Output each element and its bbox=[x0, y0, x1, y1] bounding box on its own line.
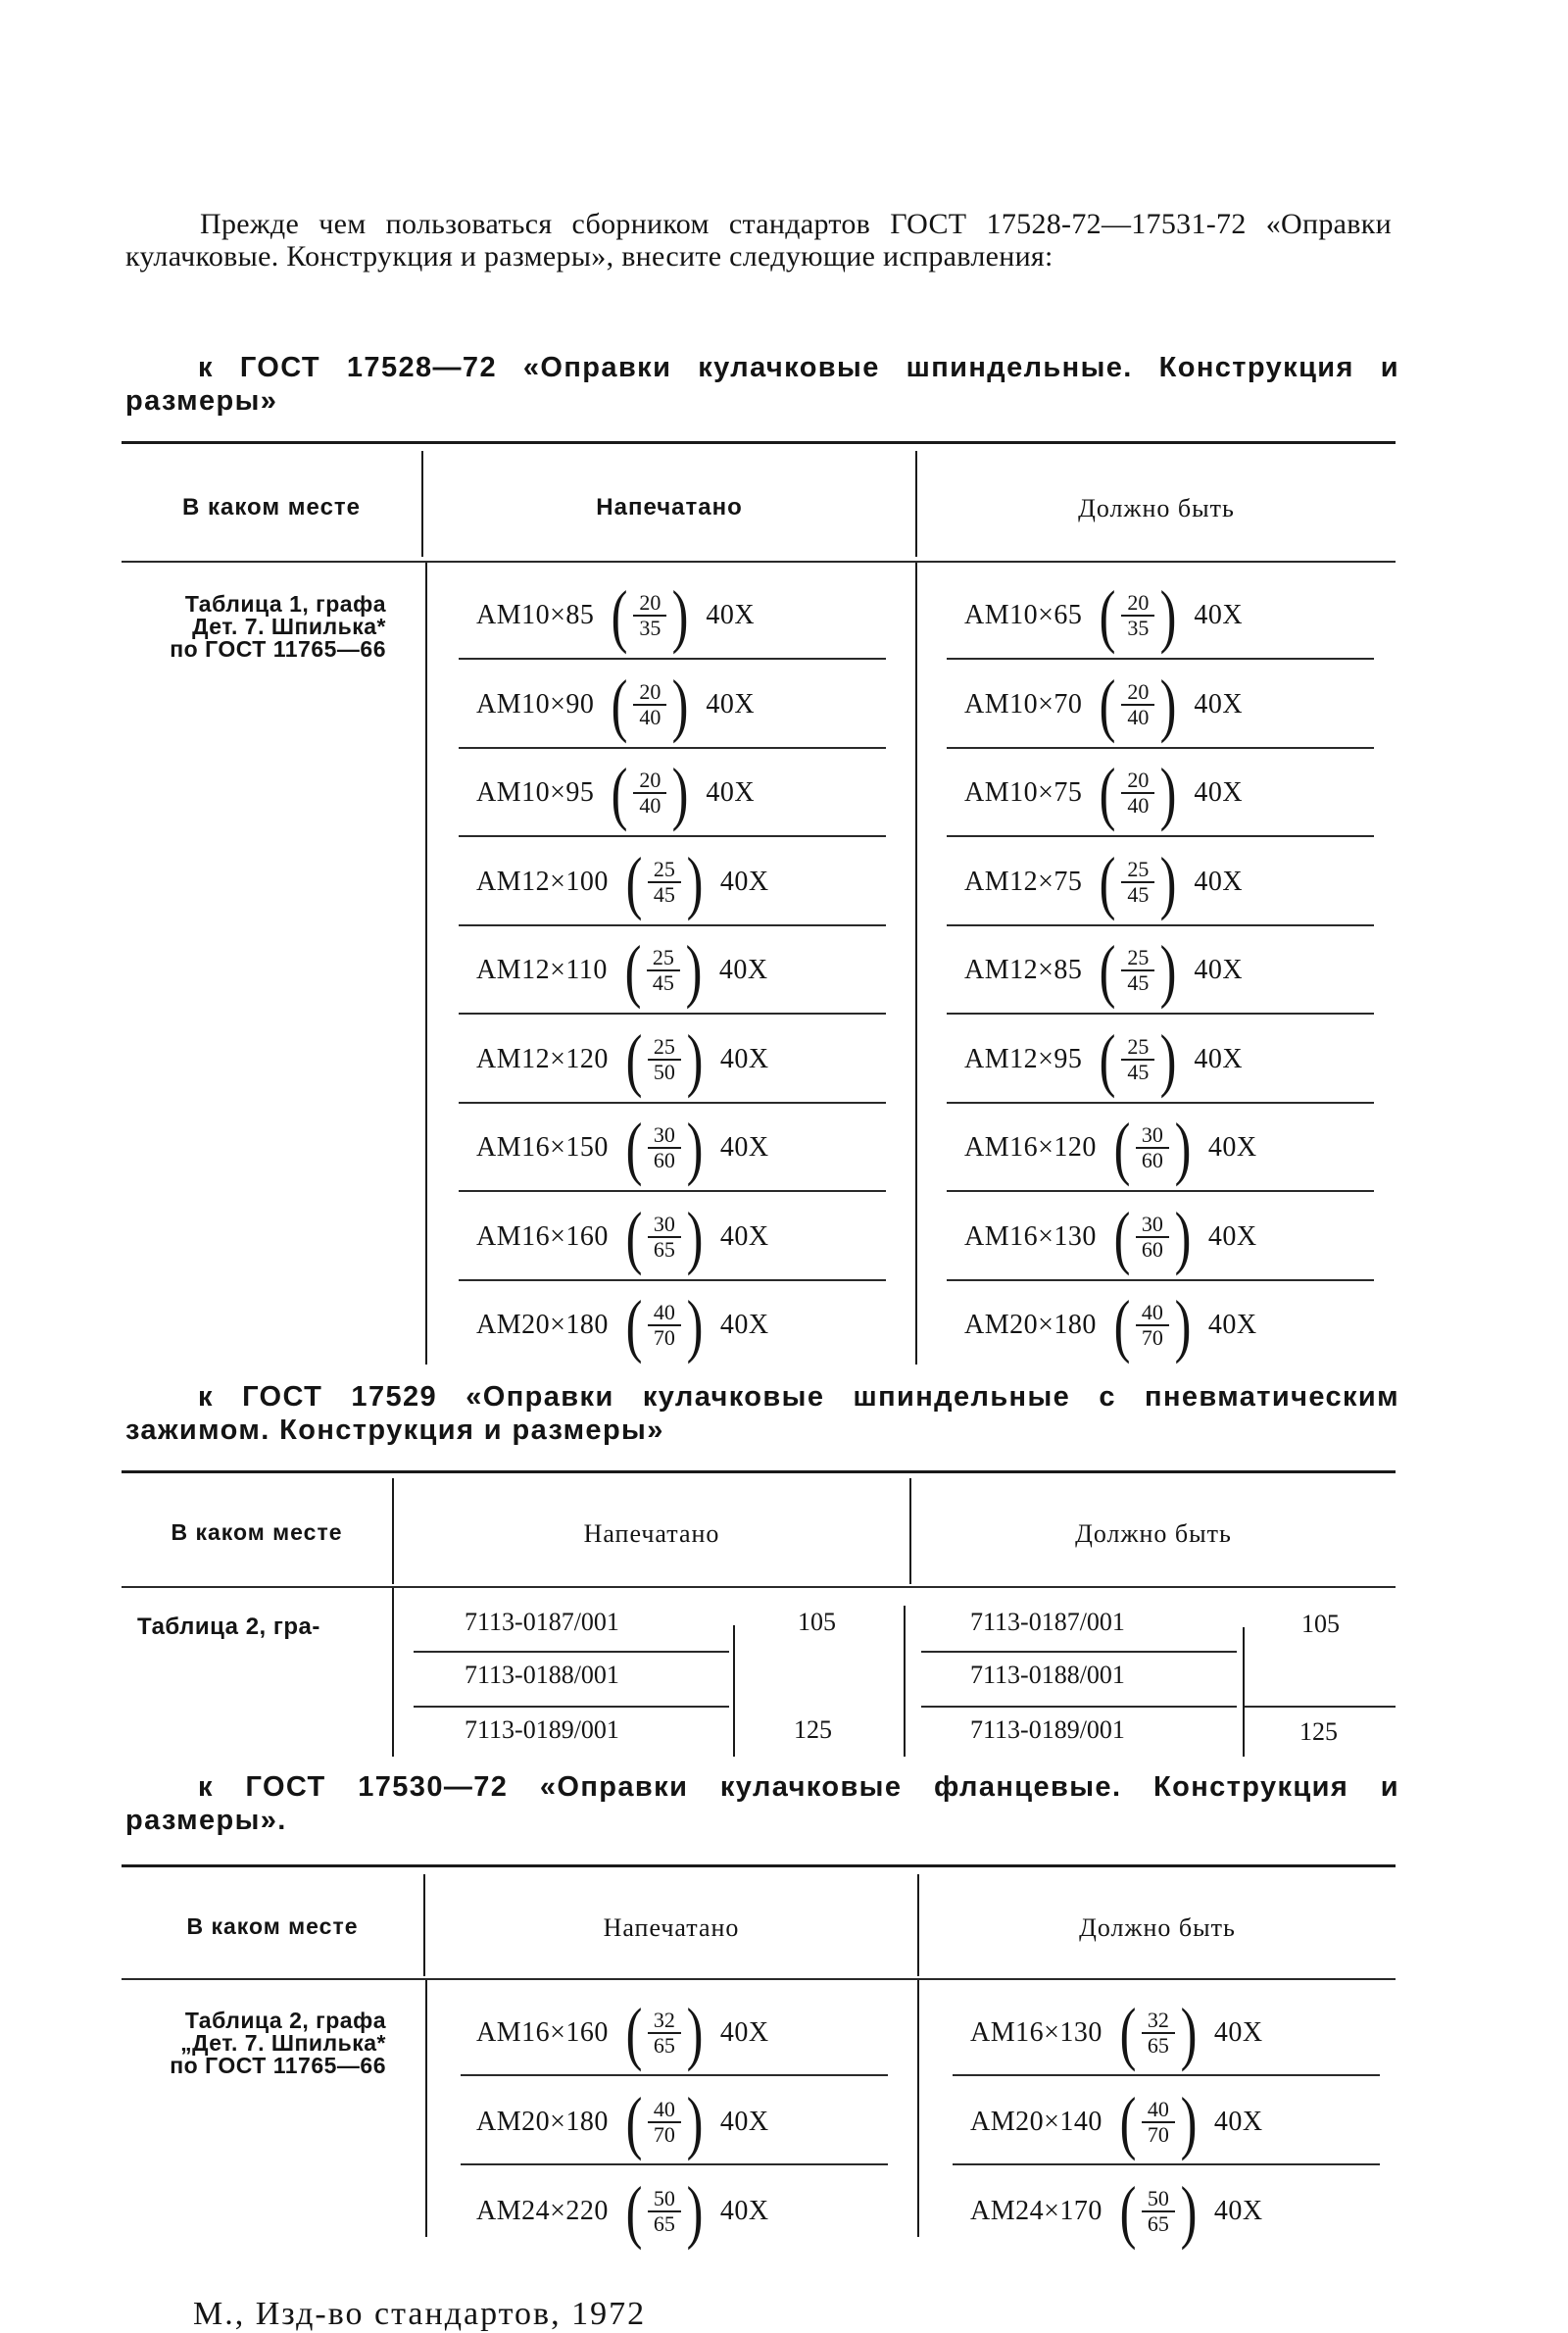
fraction-body bbox=[1142, 2098, 1175, 2147]
right-paren: ) bbox=[686, 2172, 704, 2251]
left-paren: ( bbox=[625, 2083, 643, 2161]
steel-grade: 40Х bbox=[1194, 1043, 1244, 1074]
right-paren: ) bbox=[672, 576, 689, 655]
part-code: АМ12×95 bbox=[964, 1043, 1083, 1074]
part-code: АМ20×180 bbox=[476, 1310, 609, 1340]
table-cell-entry bbox=[964, 1109, 1257, 1187]
fraction-numerator: 20 bbox=[1121, 769, 1154, 794]
left-paren: ( bbox=[624, 931, 642, 1010]
row-divider bbox=[459, 1190, 886, 1192]
fraction-denominator: 45 bbox=[653, 881, 675, 907]
part-code: АМ24×220 bbox=[476, 2196, 609, 2226]
fraction-numerator: 30 bbox=[648, 1213, 681, 1238]
part-code: АМ16×150 bbox=[476, 1132, 609, 1163]
section-2-header-place: В каком месте bbox=[171, 1519, 343, 1545]
left-paren: ( bbox=[1113, 1286, 1131, 1365]
row-divider bbox=[461, 2163, 888, 2165]
section-3-top-rule bbox=[122, 1864, 1396, 1867]
table-cell-entry bbox=[964, 931, 1244, 1010]
row-divider bbox=[1245, 1706, 1396, 1708]
place-line: по ГОСТ 11765—66 bbox=[170, 636, 386, 662]
section-1-divider bbox=[915, 563, 917, 1365]
table-cell-entry bbox=[964, 754, 1244, 832]
left-paren: ( bbox=[625, 1197, 643, 1276]
section-1-header-should: Должно быть bbox=[1078, 494, 1235, 522]
right-paren: ) bbox=[1174, 1197, 1192, 1276]
fraction bbox=[1096, 576, 1180, 655]
fraction-numerator: 20 bbox=[1121, 680, 1154, 706]
section-2-header-printed: Напечатано bbox=[583, 1519, 720, 1548]
section-2-divider bbox=[904, 1606, 906, 1757]
table-cell-entry bbox=[476, 2083, 769, 2161]
right-paren: ) bbox=[1160, 1019, 1177, 1099]
fraction bbox=[622, 1994, 707, 2072]
fraction-denominator: 45 bbox=[1127, 1059, 1150, 1084]
right-paren: ) bbox=[1174, 1286, 1192, 1365]
fraction bbox=[608, 665, 692, 744]
left-paren: ( bbox=[612, 665, 628, 744]
fraction-body bbox=[1136, 1301, 1169, 1350]
code-cell: 7113-0189/001 bbox=[970, 1715, 1125, 1744]
right-paren: ) bbox=[1180, 1994, 1198, 2072]
steel-grade: 40Х bbox=[1194, 600, 1244, 630]
row-divider bbox=[921, 1706, 1237, 1708]
row-divider bbox=[947, 747, 1374, 749]
fraction-numerator: 32 bbox=[648, 2009, 681, 2034]
fraction-numerator: 40 bbox=[1136, 1301, 1169, 1326]
intro-paragraph: Прежде чем пользоваться сборником стандартов ГОСТ 17528-72—17531-72 «Оправки кулачковые. Конструкция и размеры», внесите следующие исправления: bbox=[125, 208, 1392, 273]
right-paren: ) bbox=[672, 754, 689, 832]
steel-grade: 40Х bbox=[1207, 1220, 1257, 1252]
part-code: АМ10×70 bbox=[964, 688, 1083, 720]
right-paren: ) bbox=[1160, 665, 1177, 744]
section-2-place: Таблица 2, гра- bbox=[137, 1613, 320, 1640]
part-code: АМ20×180 bbox=[476, 2107, 609, 2137]
fraction bbox=[621, 931, 706, 1010]
fraction-numerator: 25 bbox=[648, 858, 681, 883]
steel-grade: 40Х bbox=[1207, 1310, 1257, 1340]
table-cell-entry bbox=[476, 1019, 769, 1099]
left-paren: ( bbox=[1100, 665, 1116, 744]
fraction bbox=[1096, 1019, 1180, 1099]
fraction-body bbox=[1121, 1035, 1154, 1084]
row-divider bbox=[461, 2074, 888, 2076]
part-code: АМ16×130 bbox=[964, 1220, 1097, 1252]
section-3-header-should: Должно быть bbox=[1079, 1913, 1236, 1942]
section-2-divider bbox=[392, 1588, 394, 1757]
steel-grade: 40Х bbox=[719, 1132, 769, 1163]
part-code: АМ24×170 bbox=[970, 2196, 1102, 2226]
right-paren: ) bbox=[1180, 2172, 1198, 2251]
fraction-body bbox=[1121, 946, 1154, 995]
table-cell-entry bbox=[476, 665, 756, 744]
fraction bbox=[622, 1286, 707, 1365]
steel-grade: 40Х bbox=[719, 1043, 769, 1074]
steel-grade: 40Х bbox=[1213, 2107, 1263, 2137]
steel-grade: 40Х bbox=[719, 866, 769, 897]
table-cell-entry bbox=[476, 1994, 769, 2072]
steel-grade: 40Х bbox=[706, 600, 756, 630]
left-paren: ( bbox=[1100, 754, 1116, 832]
fraction bbox=[1096, 665, 1180, 744]
steel-grade: 40Х bbox=[719, 2107, 769, 2137]
code-cell: 7113-0188/001 bbox=[970, 1661, 1125, 1689]
row-divider bbox=[947, 1102, 1374, 1104]
left-paren: ( bbox=[1100, 576, 1116, 655]
part-code: АМ10×65 bbox=[964, 600, 1083, 630]
steel-grade: 40Х bbox=[1213, 2196, 1263, 2226]
fraction-denominator: 65 bbox=[1147, 2033, 1169, 2058]
table-cell-entry bbox=[964, 1286, 1257, 1365]
fraction bbox=[1116, 2083, 1200, 2161]
part-code: АМ10×90 bbox=[476, 688, 595, 720]
fraction-denominator: 35 bbox=[639, 616, 662, 640]
fraction bbox=[622, 2083, 707, 2161]
fraction-denominator: 40 bbox=[639, 793, 662, 818]
row-divider bbox=[953, 2163, 1380, 2165]
right-paren: ) bbox=[686, 1109, 704, 1187]
fraction-body bbox=[648, 2009, 681, 2058]
fraction bbox=[1110, 1286, 1195, 1365]
table-cell-entry bbox=[964, 576, 1244, 655]
row-divider bbox=[459, 658, 886, 660]
fraction-denominator: 70 bbox=[1147, 2122, 1169, 2147]
fraction-body bbox=[1142, 2009, 1175, 2058]
table-cell-entry bbox=[476, 576, 756, 655]
value-cell: 105 bbox=[1301, 1610, 1340, 1638]
code-cell: 7113-0188/001 bbox=[465, 1661, 619, 1689]
section-2-header-rule bbox=[122, 1586, 1396, 1588]
left-paren: ( bbox=[625, 1286, 643, 1365]
section-2-title: к ГОСТ 17529 «Оправки кулачковые шпиндельные с пневматическим зажимом. Конструкция и размеры» bbox=[125, 1381, 1399, 1446]
left-paren: ( bbox=[625, 1109, 643, 1187]
section-1-header-rule bbox=[122, 561, 1396, 563]
section-1-header-place: В каком месте bbox=[181, 494, 362, 521]
fraction-denominator: 60 bbox=[653, 1148, 675, 1172]
row-divider bbox=[947, 658, 1374, 660]
left-paren: ( bbox=[1100, 1019, 1116, 1099]
table-cell-entry bbox=[970, 1994, 1263, 2072]
section-1-title: к ГОСТ 17528—72 «Оправки кулачковые шпиндельные. Конструкция и размеры» bbox=[125, 352, 1399, 417]
right-paren: ) bbox=[685, 931, 703, 1010]
fraction-body bbox=[647, 946, 680, 995]
fraction bbox=[622, 2172, 707, 2251]
left-paren: ( bbox=[612, 576, 628, 655]
fraction-body bbox=[648, 1035, 681, 1084]
section-2-inner-divider bbox=[1243, 1627, 1245, 1757]
fraction-numerator: 50 bbox=[1142, 2187, 1175, 2212]
place-line: по ГОСТ 11765—66 bbox=[170, 2053, 386, 2078]
fraction-numerator: 30 bbox=[1136, 1123, 1169, 1149]
table-cell-entry bbox=[476, 2172, 769, 2251]
fraction-numerator: 40 bbox=[648, 1301, 681, 1326]
row-divider bbox=[947, 1013, 1374, 1015]
fraction-numerator: 30 bbox=[1136, 1213, 1169, 1238]
fraction-denominator: 40 bbox=[639, 704, 662, 729]
part-code: АМ16×160 bbox=[476, 1220, 609, 1252]
fraction-body bbox=[633, 680, 666, 729]
section-3-header-printed: Напечатано bbox=[603, 1913, 740, 1942]
part-code: АМ20×180 bbox=[964, 1310, 1097, 1340]
fraction bbox=[1116, 1994, 1200, 2072]
fraction-numerator: 25 bbox=[647, 946, 680, 971]
left-paren: ( bbox=[1119, 1994, 1137, 2072]
left-paren: ( bbox=[1113, 1109, 1131, 1187]
table-cell-entry bbox=[964, 1197, 1257, 1276]
fraction-denominator: 40 bbox=[1127, 793, 1150, 818]
fraction bbox=[1110, 1197, 1195, 1276]
fraction-body bbox=[648, 858, 681, 907]
value-cell: 125 bbox=[1299, 1717, 1338, 1746]
part-code: АМ12×110 bbox=[476, 955, 608, 985]
fraction-denominator: 65 bbox=[1147, 2211, 1169, 2236]
right-paren: ) bbox=[686, 842, 704, 921]
place-line: Таблица 1, графа bbox=[184, 591, 386, 617]
table-cell-entry bbox=[964, 665, 1244, 744]
table-cell-entry bbox=[476, 931, 768, 1010]
code-cell: 7113-0187/001 bbox=[465, 1608, 619, 1636]
table-cell-entry bbox=[476, 1109, 769, 1187]
fraction-body bbox=[1136, 1123, 1169, 1172]
row-divider bbox=[947, 835, 1374, 837]
left-paren: ( bbox=[1119, 2172, 1137, 2251]
part-code: АМ12×75 bbox=[964, 866, 1083, 897]
row-divider bbox=[459, 1102, 886, 1104]
fraction-denominator: 70 bbox=[653, 1325, 675, 1350]
left-paren: ( bbox=[625, 2172, 643, 2251]
fraction-denominator: 45 bbox=[652, 970, 674, 995]
row-divider bbox=[459, 1279, 886, 1281]
left-paren: ( bbox=[1100, 931, 1116, 1010]
fraction-body bbox=[648, 1301, 681, 1350]
row-divider bbox=[953, 2074, 1380, 2076]
fraction bbox=[1096, 842, 1180, 921]
fraction-numerator: 20 bbox=[633, 591, 666, 617]
fraction-body bbox=[1121, 680, 1154, 729]
fraction-numerator: 50 bbox=[648, 2187, 681, 2212]
fraction-denominator: 65 bbox=[653, 2211, 675, 2236]
section-1-place bbox=[118, 593, 386, 661]
fraction bbox=[1096, 754, 1180, 832]
fraction bbox=[608, 576, 692, 655]
table-cell-entry bbox=[476, 754, 756, 832]
table-cell-entry bbox=[964, 842, 1244, 921]
row-divider bbox=[459, 835, 886, 837]
row-divider bbox=[947, 1279, 1374, 1281]
fraction-denominator: 70 bbox=[653, 2122, 675, 2147]
fraction-denominator: 45 bbox=[1127, 970, 1150, 995]
fraction-denominator: 35 bbox=[1127, 616, 1150, 640]
fraction-denominator: 65 bbox=[653, 1236, 675, 1262]
fraction-body bbox=[648, 2098, 681, 2147]
fraction-denominator: 60 bbox=[1141, 1236, 1163, 1262]
right-paren: ) bbox=[686, 1286, 704, 1365]
steel-grade: 40Х bbox=[706, 777, 756, 808]
steel-grade: 40Х bbox=[706, 688, 756, 720]
fraction-numerator: 40 bbox=[648, 2098, 681, 2123]
fraction-numerator: 32 bbox=[1142, 2009, 1175, 2034]
steel-grade: 40Х bbox=[1194, 777, 1244, 808]
table-cell-entry bbox=[476, 842, 769, 921]
fraction-body bbox=[633, 591, 666, 640]
left-paren: ( bbox=[1100, 842, 1116, 921]
fraction-denominator: 65 bbox=[653, 2033, 675, 2058]
left-paren: ( bbox=[612, 754, 628, 832]
steel-grade: 40Х bbox=[1194, 688, 1244, 720]
steel-grade: 40Х bbox=[1194, 866, 1244, 897]
code-cell: 7113-0187/001 bbox=[970, 1608, 1125, 1636]
fraction-body bbox=[633, 769, 666, 818]
section-2-top-rule bbox=[122, 1470, 1396, 1473]
fraction bbox=[622, 1109, 707, 1187]
right-paren: ) bbox=[1160, 931, 1177, 1010]
row-divider bbox=[947, 1190, 1374, 1192]
section-3-title: к ГОСТ 17530—72 «Оправки кулачковые фланцевые. Конструкция и размеры». bbox=[125, 1771, 1399, 1836]
fraction-numerator: 30 bbox=[648, 1123, 681, 1149]
section-1-header-printed: Напечатано bbox=[596, 494, 743, 521]
row-divider bbox=[414, 1651, 729, 1653]
steel-grade: 40Х bbox=[718, 955, 768, 985]
fraction-numerator: 40 bbox=[1142, 2098, 1175, 2123]
row-divider bbox=[459, 924, 886, 926]
fraction-numerator: 25 bbox=[1121, 1035, 1154, 1061]
fraction bbox=[622, 1019, 707, 1099]
fraction-body bbox=[1121, 769, 1154, 818]
right-paren: ) bbox=[1160, 576, 1177, 655]
section-3-place bbox=[118, 2010, 386, 2077]
right-paren: ) bbox=[686, 2083, 704, 2161]
row-divider bbox=[414, 1706, 729, 1708]
fraction-numerator: 20 bbox=[633, 769, 666, 794]
fraction-numerator: 25 bbox=[1121, 946, 1154, 971]
fraction-body bbox=[1121, 591, 1154, 640]
section-3-divider bbox=[917, 1980, 919, 2237]
right-paren: ) bbox=[686, 1994, 704, 2072]
table-cell-entry bbox=[476, 1286, 769, 1365]
steel-grade: 40Х bbox=[719, 1310, 769, 1340]
part-code: АМ16×160 bbox=[476, 2017, 609, 2048]
row-divider bbox=[459, 747, 886, 749]
fraction-denominator: 70 bbox=[1141, 1325, 1163, 1350]
fraction bbox=[1096, 931, 1180, 1010]
fraction-numerator: 25 bbox=[648, 1035, 681, 1061]
part-code: АМ10×95 bbox=[476, 777, 595, 808]
section-3-divider bbox=[425, 1980, 427, 2237]
right-paren: ) bbox=[686, 1197, 704, 1276]
right-paren: ) bbox=[1160, 754, 1177, 832]
fraction-body bbox=[648, 1213, 681, 1262]
row-divider bbox=[459, 1013, 886, 1015]
part-code: АМ20×140 bbox=[970, 2107, 1102, 2137]
fraction-denominator: 60 bbox=[1141, 1148, 1163, 1172]
table-cell-entry bbox=[964, 1019, 1244, 1099]
right-paren: ) bbox=[1180, 2083, 1198, 2161]
table-cell-entry bbox=[476, 1197, 769, 1276]
section-3-header-place: В каком месте bbox=[186, 1913, 359, 1939]
place-line: „Дет. 7. Шпилька* bbox=[180, 2030, 386, 2056]
right-paren: ) bbox=[686, 1019, 704, 1099]
section-2-inner-divider bbox=[733, 1625, 735, 1757]
left-paren: ( bbox=[625, 1994, 643, 2072]
fraction bbox=[1110, 1109, 1195, 1187]
part-code: АМ12×120 bbox=[476, 1043, 609, 1074]
part-code: АМ10×75 bbox=[964, 777, 1083, 808]
steel-grade: 40Х bbox=[1207, 1132, 1257, 1163]
fraction bbox=[608, 754, 692, 832]
table-cell-entry bbox=[970, 2083, 1263, 2161]
steel-grade: 40Х bbox=[719, 1220, 769, 1252]
row-divider bbox=[947, 924, 1374, 926]
fraction-numerator: 20 bbox=[633, 680, 666, 706]
right-paren: ) bbox=[1174, 1109, 1192, 1187]
fraction-body bbox=[1142, 2187, 1175, 2236]
left-paren: ( bbox=[625, 1019, 643, 1099]
table-cell-entry bbox=[970, 2172, 1263, 2251]
code-cell: 7113-0189/001 bbox=[465, 1715, 619, 1744]
value-cell: 125 bbox=[794, 1715, 832, 1744]
place-line: Дет. 7. Шпилька* bbox=[192, 614, 386, 639]
left-paren: ( bbox=[1119, 2083, 1137, 2161]
left-paren: ( bbox=[1113, 1197, 1131, 1276]
left-paren: ( bbox=[625, 842, 643, 921]
steel-grade: 40Х bbox=[1194, 955, 1244, 985]
fraction-denominator: 40 bbox=[1127, 704, 1150, 729]
publisher-footer: М., Изд-во стандартов, 1972 bbox=[193, 2296, 647, 2332]
steel-grade: 40Х bbox=[1213, 2017, 1263, 2048]
part-code: АМ16×120 bbox=[964, 1132, 1097, 1163]
row-divider bbox=[921, 1651, 1237, 1653]
fraction-numerator: 25 bbox=[1121, 858, 1154, 883]
fraction-body bbox=[648, 2187, 681, 2236]
value-cell: 105 bbox=[798, 1608, 836, 1636]
section-3-header-rule bbox=[122, 1978, 1396, 1980]
right-paren: ) bbox=[672, 665, 689, 744]
fraction-body bbox=[648, 1123, 681, 1172]
part-code: АМ10×85 bbox=[476, 600, 595, 630]
fraction bbox=[622, 842, 707, 921]
section-1-top-rule bbox=[122, 441, 1396, 444]
steel-grade: 40Х bbox=[719, 2017, 769, 2048]
steel-grade: 40Х bbox=[719, 2196, 769, 2226]
fraction-body bbox=[1136, 1213, 1169, 1262]
place-line: Таблица 2, графа bbox=[184, 2008, 386, 2033]
right-paren: ) bbox=[1160, 842, 1177, 921]
part-code: АМ12×85 bbox=[964, 955, 1083, 985]
part-code: АМ12×100 bbox=[476, 866, 609, 897]
fraction bbox=[622, 1197, 707, 1276]
fraction bbox=[1116, 2172, 1200, 2251]
section-1-divider bbox=[425, 563, 427, 1365]
part-code: АМ16×130 bbox=[970, 2017, 1102, 2048]
fraction-denominator: 50 bbox=[653, 1059, 675, 1084]
fraction-body bbox=[1121, 858, 1154, 907]
fraction-denominator: 45 bbox=[1127, 881, 1150, 907]
section-2-header-should: Должно быть bbox=[1075, 1519, 1232, 1548]
fraction-numerator: 20 bbox=[1121, 591, 1154, 617]
